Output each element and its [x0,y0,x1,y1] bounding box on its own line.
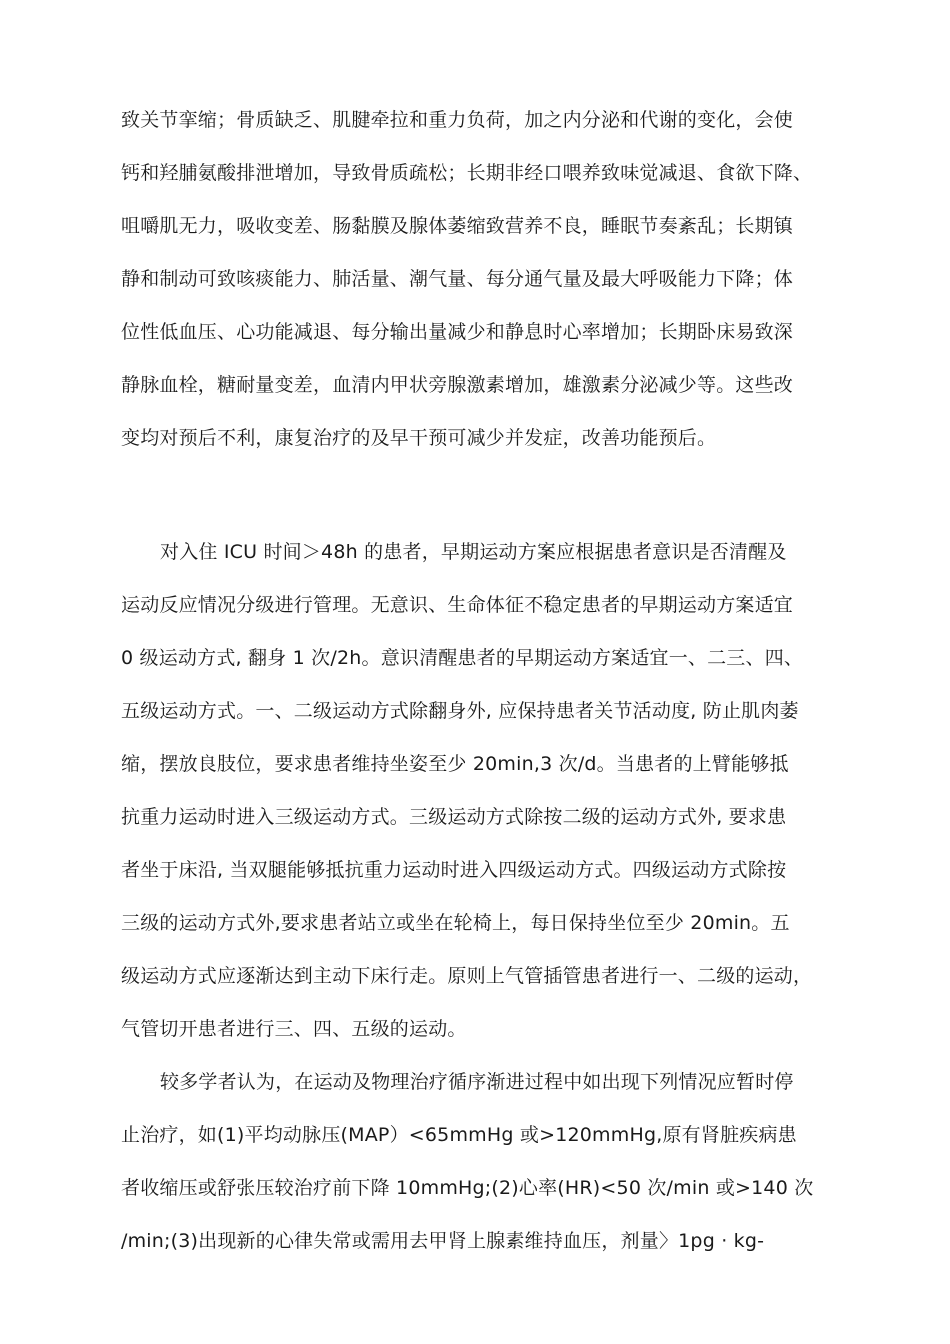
paragraph-1-line-2: 钙和羟脯氨酸排泄增加，导致骨质疏松；长期非经口喂养致味觉减退、食欲下降、 [121,162,813,184]
paragraph-1-line-5: 位性低血压、心功能减退、每分输出量减少和静息时心率增加；长期卧床易致深 [121,321,794,343]
paragraph-1-line-1: 致关节挛缩；骨质缺乏、肌腱牵拉和重力负荷，加之内分泌和代谢的变化，会使 [121,109,794,131]
paragraph-3-line-4: /min;(3)出现新的心律失常或需用去甲肾上腺素维持血压，剂量〉1pg · kg- [121,1230,765,1252]
paragraph-1-line-4: 静和制动可致咳痰能力、肺活量、潮气量、每分通气量及最大呼吸能力下降；体 [121,268,794,290]
paragraph-2-line-7: 者坐于床沿, 当双腿能够抵抗重力运动时进入四级运动方式。四级运动方式除按 [121,859,787,881]
paragraph-3-line-3: 者收缩压或舒张压较治疗前下降 10mmHg;(2)心率(HR)<50 次/min 或>140 次 [121,1177,814,1199]
paragraph-2-line-3: 0 级运动方式, 翻身 1 次/2h。意识清醒患者的早期运动方案适宜一、二三、四、 [121,647,804,669]
paragraph-1-line-6: 静脉血栓，糖耐量变差，血清内甲状旁腺激素增加，雄激素分泌减少等。这些改 [121,374,794,396]
paragraph-2-line-10: 气管切开患者进行三、四、五级的运动。 [121,1018,467,1040]
paragraph-2-line-5: 缩，摆放良肢位，要求患者维持坐姿至少 20min,3 次/d。当患者的上臂能够抵 [121,753,789,775]
paragraph-2-line-4: 五级运动方式。一、二级运动方式除翻身外, 应保持患者关节活动度, 防止肌肉萎 [121,700,799,722]
paragraph-2-line-1: 对入住 ICU 时间＞48h 的患者，早期运动方案应根据患者意识是否清醒及 [160,541,787,563]
paragraph-1-line-7: 变均对预后不利，康复治疗的及早干预可减少并发症，改善功能预后。 [121,427,717,449]
paragraph-2-line-2: 运动反应情况分级进行管理。无意识、生命体征不稳定患者的早期运动方案适宜 [121,594,794,616]
paragraph-3-line-2: 止治疗，如(1)平均动脉压(MAP）<65mmHg 或>120mmHg,原有肾脏疾病患 [121,1124,797,1146]
paragraph-2-line-6: 抗重力运动时进入三级运动方式。三级运动方式除按二级的运动方式外, 要求患 [121,806,787,828]
paragraph-2-line-9: 级运动方式应逐渐达到主动下床行走。原则上气管插管患者进行一、二级的运动， [121,965,813,987]
paragraph-3-line-1: 较多学者认为，在运动及物理治疗循序渐进过程中如出现下列情况应暂时停 [160,1071,794,1093]
paragraph-2-line-8: 三级的运动方式外,要求患者站立或坐在轮椅上，每日保持坐位至少 20min。五 [121,912,790,934]
paragraph-1-line-3: 咀嚼肌无力，吸收变差、肠黏膜及腺体萎缩致营养不良，睡眠节奏紊乱；长期镇 [121,215,794,237]
